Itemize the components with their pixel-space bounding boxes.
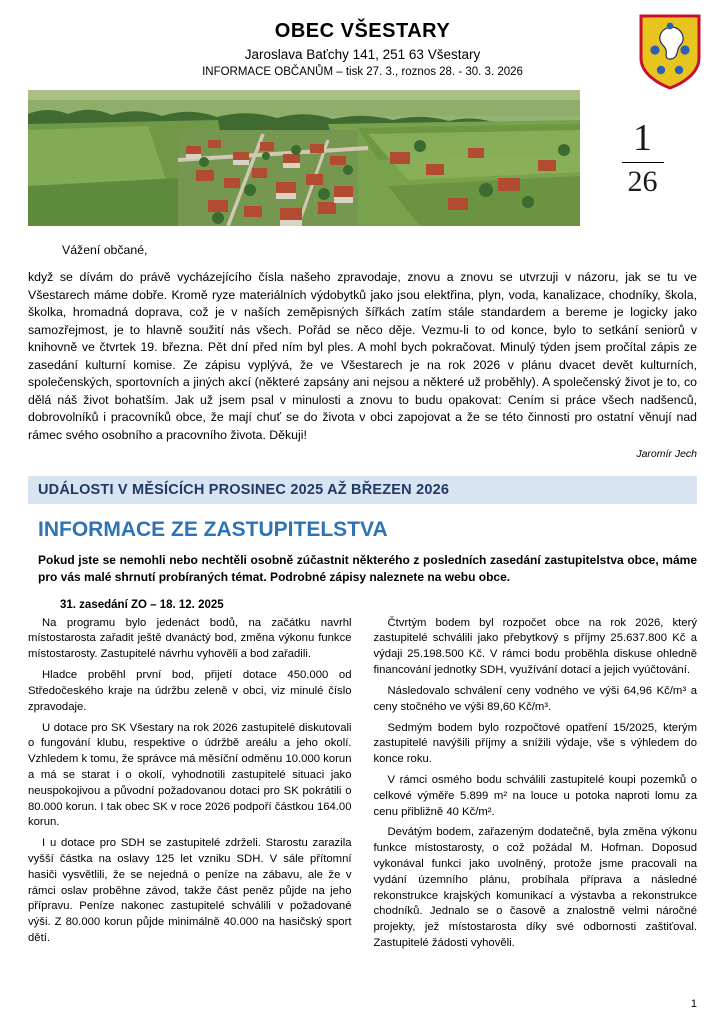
column-right bbox=[374, 616, 698, 957]
column-left bbox=[28, 616, 352, 957]
paragraph: Devátým bodem, zařazeným dodatečně, byla změna výkonu funkce místostarosty, o což požádal M. Hofman. Doposud vykonával funkci jako uvolněný, protože jsme pracovali na vydání územního plánu, probíhala příprava a následné rekonstrukce krajských komunikací a výstavba a rekonstrukce chodníků. Jednalo se o časově a znalostně velmi náročné projekty, jež místostarosta díky své odbornosti zaštiťoval. Zastupitelé žádosti vyhověli. bbox=[373, 826, 697, 950]
article-columns bbox=[28, 616, 697, 957]
issue-divider bbox=[622, 162, 664, 163]
municipality-address: Jaroslava Baťchy 141, 251 63 Všestary bbox=[244, 47, 481, 62]
paragraph: Následovalo schválení ceny vodného ve výši 64,96 Kč/m³ a ceny stočného ve výši 89,60 Kč/m³. bbox=[373, 684, 697, 713]
paragraph: U dotace pro SK Všestary na rok 2026 zastupitelé diskutovali o fungování klubu, respektive o údržbě areálu a jeho okolí. Vzhledem k tomu, že správce má měsíční odměnu 10.000 korun a má se starat i o okolí, vyhodnotili zastupitelé situaci jako neuspokojivou a původní požadovanou dotaci pro SK pokrátili o 80.000 korun. I tak obec SK v roce 2026 podpoří částkou 164.00 korun. bbox=[28, 721, 352, 829]
page-number: 1 bbox=[690, 998, 697, 1010]
issue-year: 26 bbox=[627, 165, 658, 198]
paragraph: I u dotace pro SDH se zastupitelé zdrželi. Starostu zarazila vyšší částka na oslavy 125 let vzniku SDH. V sále přítomní hasiči vysvětlili, že se nejedná o peníze na zábavu, ale že v rámci oslav proběhne závod, takže část peněz půjde na jeho přípravu. Peníze nakonec zastupitelé schválili v požadované výši. Z 80.000 korun půjde minimálně 40.000 na hasičský sport dětí. bbox=[28, 837, 352, 945]
paragraph: Hladce proběhl první bod, přijetí dotace 450.000 od Středočeského kraje na údržbu zeleně v obci, viz minulé číslo zpravodaje. bbox=[28, 669, 352, 713]
issue-number-block bbox=[580, 90, 697, 226]
village-aerial-photo bbox=[28, 90, 580, 226]
article-heading: 31. zasedání ZO – 18. 12. 2025 bbox=[60, 598, 224, 611]
paragraph: Na programu bylo jedenáct bodů, na začátku navrhl místostarosta zařadit ještě dvanáctý bod, změna výkonu funkce místostarosty. Zastupitelé návrhu vyhověli a bod zařadili. bbox=[28, 616, 352, 661]
editorial-body: když se dívám do právě vycházejícího čísla našeho zpravodaje, znovu a znovu se utvrzuji v názoru, jak se tu ve Všestarech máme dobře. Kromě ryze materiálních výdobytků jako jsou elektřina, plyn, voda, kanalizace, chodníky, škola, školka, hromadná doprava, což je v naších zeměpisných šířkách zatím stále standardem a bereme je logicky jako samozřejmost, je to hlavně soužití nás všech. Pořád se něco děje. Vezmu-li to od konce, bylo to setkání seniorů v knihovně ve čtvrtek 19. března. Pět dní před ním byl ples. A mohl bych pokračovat. Minulý týden jsem pročítal zápis ze zasedání kulturní komise. Ze zápisu vyplývá, že ve Všestarech je na rok 2026 v plánu dvacet devět kulturních, společenských, sportovních a jiných akcí (některé zapsány ani nejsou a některé už proběhly). A společenský život je to, co dělá náš život bohatším. Jak už jsem psal v minulosti a znovu to budu opakovat: Cením si práce všech nadšenců, dobrovolníků i pracovníků obce, že mají chuť se do života v obci zapojovat a že se této činnosti pro ostatní věnují nad rámec svého osobního a pracovního života. Děkuji! bbox=[28, 270, 697, 442]
paragraph: V rámci osmého bodu schválili zastupitelé koupi pozemků o celkové výměře 5.899 m² na louce u potoka naproti lomu za cenu přibližně 40 Kč/m². bbox=[373, 773, 697, 818]
photo-row bbox=[28, 90, 697, 226]
coat-of-arms-icon bbox=[639, 14, 701, 90]
editorial-greeting: Vážení občané, bbox=[62, 243, 148, 257]
section-title: INFORMACE ZE ZASTUPITELSTVA bbox=[38, 517, 388, 541]
issue-info-line: INFORMACE OBČANŮM – tisk 27. 3., roznos 28. - 30. 3. 2026 bbox=[202, 66, 523, 78]
events-banner: UDÁLOSTI V MĚSÍCÍCH PROSINEC 2025 AŽ BŘEZEN 2026 bbox=[28, 476, 697, 504]
page-title: OBEC VŠESTARY bbox=[274, 20, 451, 42]
masthead bbox=[28, 14, 697, 78]
editorial-signature: Jaromír Jech bbox=[636, 447, 697, 460]
paragraph: Sedmým bodem bylo rozpočtové opatření 15/2025, kterým zastupitelé navýšili příjmy a snížili výdaje, vše s výhledem do konce roku. bbox=[373, 721, 697, 766]
issue-number: 1 bbox=[633, 117, 652, 159]
editorial bbox=[28, 242, 697, 462]
paragraph: Čtvrtým bodem byl rozpočet obce na rok 2026, který zastupitelé schválili jako přebytkový s příjmy 25.637.800 Kč a výdaji 25.198.500 Kč. V rámci bodu proběhla diskuse ohledně financování jednotky SDH, využívání dotací a jejich vyúčtování. bbox=[373, 616, 697, 677]
section-lede: Pokud jste se nemohli nebo nechtěli osobně zúčastnit některého z posledních zasedání zastupitelstva obce, máme pro vás malé shrnutí probíraných témat. Podrobné zápisy naleznete na webu obce. bbox=[38, 552, 697, 585]
